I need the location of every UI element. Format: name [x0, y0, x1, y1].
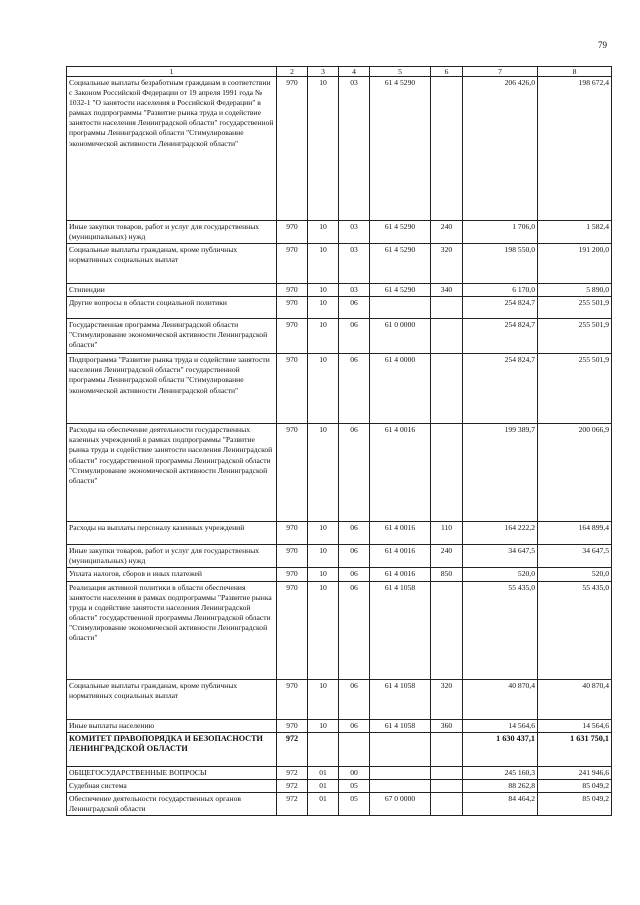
cell-section: 10 [308, 77, 339, 221]
cell-subsection: 06 [339, 719, 370, 732]
cell-year1: 254 824,7 [463, 319, 538, 354]
cell-subsection: 03 [339, 284, 370, 297]
cell-target [370, 297, 431, 319]
cell-name: Подпрограмма "Развитие рынка труда и содействие занятости населения Ленинградской области" государственной программы Ленинградской области "Стимулирование экономической активности Ленинградской области" [67, 354, 277, 424]
cell-year1: 254 824,7 [463, 354, 538, 424]
cell-year2: 164 899,4 [538, 522, 612, 545]
cell-subsection: 06 [339, 679, 370, 719]
header-cell-type: 6 [431, 67, 463, 77]
cell-target: 61 4 0000 [370, 354, 431, 424]
cell-type [431, 319, 463, 354]
cell-year1: 520,0 [463, 568, 538, 581]
cell-ministry: 970 [277, 221, 308, 244]
cell-ministry: 970 [277, 424, 308, 522]
table-row [67, 568, 612, 581]
cell-type: 340 [431, 284, 463, 297]
cell-name: Судебная система [67, 779, 277, 792]
cell-year1: 1 706,0 [463, 221, 538, 244]
cell-ministry: 970 [277, 244, 308, 284]
cell-year1: 199 389,7 [463, 424, 538, 522]
cell-year2: 255 501,9 [538, 319, 612, 354]
table-row [67, 297, 612, 319]
cell-year2: 55 435,0 [538, 581, 612, 679]
cell-type: 360 [431, 719, 463, 732]
cell-year1: 40 870,4 [463, 679, 538, 719]
cell-ministry: 970 [277, 568, 308, 581]
cell-type: 110 [431, 522, 463, 545]
table-row [67, 77, 612, 221]
cell-subsection: 05 [339, 779, 370, 792]
table-row [67, 424, 612, 522]
cell-type [431, 779, 463, 792]
cell-type [431, 732, 463, 766]
cell-subsection: 03 [339, 77, 370, 221]
budget-table [66, 66, 612, 816]
cell-year2: 255 501,9 [538, 297, 612, 319]
cell-year1: 6 170,0 [463, 284, 538, 297]
cell-name: Иные выплаты населению [67, 719, 277, 732]
cell-year1: 245 160,3 [463, 766, 538, 779]
table-row [67, 779, 612, 792]
header-cell-section: 3 [308, 67, 339, 77]
cell-target: 61 0 0000 [370, 319, 431, 354]
table-row [67, 522, 612, 545]
table-row [67, 244, 612, 284]
cell-name: Уплата налогов, сборов и иных платежей [67, 568, 277, 581]
cell-subsection: 06 [339, 319, 370, 354]
cell-subsection: 03 [339, 244, 370, 284]
cell-year2: 85 049,2 [538, 779, 612, 792]
cell-year1: 198 550,0 [463, 244, 538, 284]
cell-year2: 14 564,6 [538, 719, 612, 732]
cell-section: 10 [308, 424, 339, 522]
cell-type [431, 581, 463, 679]
cell-year2: 1 582,4 [538, 221, 612, 244]
cell-target: 61 4 5290 [370, 284, 431, 297]
cell-ministry: 970 [277, 354, 308, 424]
header-cell-target: 5 [370, 67, 431, 77]
header-cell-ministry: 2 [277, 67, 308, 77]
cell-name: Расходы на выплаты персоналу казенных учреждений [67, 522, 277, 545]
cell-name: Другие вопросы в области социальной политики [67, 297, 277, 319]
cell-name: ОБЩЕГОСУДАРСТВЕННЫЕ ВОПРОСЫ [67, 766, 277, 779]
header-cell-subsection: 4 [339, 67, 370, 77]
cell-ministry: 970 [277, 545, 308, 568]
cell-type: 320 [431, 679, 463, 719]
cell-section: 10 [308, 568, 339, 581]
cell-year2: 40 870,4 [538, 679, 612, 719]
table-row [67, 319, 612, 354]
table-row [67, 679, 612, 719]
cell-target: 61 4 1058 [370, 581, 431, 679]
cell-name: Социальные выплаты гражданам, кроме публичных нормативных социальных выплат [67, 244, 277, 284]
cell-target: 61 4 5290 [370, 221, 431, 244]
cell-target [370, 766, 431, 779]
cell-section: 10 [308, 522, 339, 545]
table-row [67, 581, 612, 679]
cell-name: Социальные выплаты гражданам, кроме публичных нормативных социальных выплат [67, 679, 277, 719]
page-number: 79 [598, 40, 607, 50]
cell-year2: 198 672,4 [538, 77, 612, 221]
cell-target: 61 4 0016 [370, 522, 431, 545]
cell-year1: 88 262,8 [463, 779, 538, 792]
cell-year2: 520,0 [538, 568, 612, 581]
cell-section: 10 [308, 297, 339, 319]
cell-subsection: 06 [339, 568, 370, 581]
cell-target: 61 4 0016 [370, 568, 431, 581]
cell-type: 240 [431, 545, 463, 568]
cell-type: 320 [431, 244, 463, 284]
cell-type [431, 297, 463, 319]
table-row [67, 284, 612, 297]
cell-section: 10 [308, 719, 339, 732]
cell-subsection: 03 [339, 221, 370, 244]
table-row [67, 545, 612, 568]
cell-target: 61 4 1058 [370, 679, 431, 719]
cell-name: Иные закупки товаров, работ и услуг для государственных (муниципальных) нужд [67, 221, 277, 244]
table-row [67, 354, 612, 424]
cell-type [431, 766, 463, 779]
cell-name: Расходы на обеспечение деятельности государственных казенных учреждений в рамках подпрограммы "Развитие рынка труда и содействие занятости населения Ленинградской области" государственной программы Ленинградской области "Стимулирование экономической активности Ленинградской области" [67, 424, 277, 522]
table-row [67, 732, 612, 766]
cell-ministry: 972 [277, 766, 308, 779]
cell-subsection: 06 [339, 522, 370, 545]
cell-subsection: 06 [339, 424, 370, 522]
cell-name: Обеспечение деятельности государственных органов Ленинградской области [67, 792, 277, 815]
cell-year2: 191 200,0 [538, 244, 612, 284]
cell-year2: 5 890,0 [538, 284, 612, 297]
cell-section: 10 [308, 354, 339, 424]
cell-type [431, 424, 463, 522]
table-row [67, 221, 612, 244]
cell-target: 61 4 0016 [370, 424, 431, 522]
cell-year2: 34 647,5 [538, 545, 612, 568]
cell-subsection: 00 [339, 766, 370, 779]
cell-section: 10 [308, 679, 339, 719]
table-body [67, 67, 612, 816]
cell-section: 10 [308, 581, 339, 679]
cell-ministry: 970 [277, 284, 308, 297]
cell-year1: 34 647,5 [463, 545, 538, 568]
cell-section: 10 [308, 221, 339, 244]
cell-ministry: 970 [277, 77, 308, 221]
cell-section: 01 [308, 766, 339, 779]
cell-subsection: 06 [339, 354, 370, 424]
cell-name: КОМИТЕТ ПРАВОПОРЯДКА И БЕЗОПАСНОСТИ ЛЕНИНГРАДСКОЙ ОБЛАСТИ [67, 732, 277, 766]
cell-year1: 206 426,0 [463, 77, 538, 221]
cell-target: 61 4 5290 [370, 244, 431, 284]
header-cell-name: 1 [67, 67, 277, 77]
cell-section: 10 [308, 545, 339, 568]
cell-year2: 241 946,6 [538, 766, 612, 779]
cell-subsection [339, 732, 370, 766]
cell-ministry: 972 [277, 732, 308, 766]
table-row [67, 766, 612, 779]
cell-section: 01 [308, 779, 339, 792]
cell-section: 10 [308, 284, 339, 297]
cell-subsection: 06 [339, 581, 370, 679]
table-row [67, 792, 612, 815]
table-row [67, 719, 612, 732]
header-cell-year2: 8 [538, 67, 612, 77]
cell-year2: 200 066,9 [538, 424, 612, 522]
cell-ministry: 970 [277, 297, 308, 319]
cell-year2: 255 501,9 [538, 354, 612, 424]
cell-name: Реализация активной политики в области обеспечения занятости населения в рамках подпрограммы "Развитие рынка труда и содействие занятости населения Ленинградской области" государственной программы Ленинградской области "Стимулирование экономической активности Ленинградской области" [67, 581, 277, 679]
cell-section: 10 [308, 244, 339, 284]
cell-type: 240 [431, 221, 463, 244]
cell-year1: 84 464,2 [463, 792, 538, 815]
cell-subsection: 06 [339, 545, 370, 568]
cell-year1: 254 824,7 [463, 297, 538, 319]
cell-target: 61 4 5290 [370, 77, 431, 221]
cell-ministry: 970 [277, 581, 308, 679]
cell-section [308, 732, 339, 766]
cell-target: 61 4 0016 [370, 545, 431, 568]
cell-type [431, 792, 463, 815]
cell-ministry: 970 [277, 522, 308, 545]
cell-year1: 55 435,0 [463, 581, 538, 679]
cell-name: Социальные выплаты безработным гражданам в соответствии с Законом Российской Федерации от 19 апреля 1991 года № 1032-1 "О занятости населения в Российской Федерации" в рамках подпрограммы "Развитие рынка труда и содействие занятости населения Ленинградской области" государственной программы Ленинградской области "Стимулирование экономической активности Ленинградской области" [67, 77, 277, 221]
cell-name: Стипендии [67, 284, 277, 297]
cell-year1: 14 564,6 [463, 719, 538, 732]
cell-target: 61 4 1058 [370, 719, 431, 732]
cell-target [370, 779, 431, 792]
cell-type: 850 [431, 568, 463, 581]
cell-ministry: 970 [277, 319, 308, 354]
cell-ministry: 970 [277, 719, 308, 732]
cell-year1: 1 630 437,1 [463, 732, 538, 766]
cell-type [431, 77, 463, 221]
cell-target [370, 732, 431, 766]
cell-subsection: 05 [339, 792, 370, 815]
cell-year1: 164 222,2 [463, 522, 538, 545]
header-cell-year1: 7 [463, 67, 538, 77]
cell-section: 10 [308, 319, 339, 354]
cell-section: 01 [308, 792, 339, 815]
cell-year2: 1 631 750,1 [538, 732, 612, 766]
cell-target: 67 0 0000 [370, 792, 431, 815]
cell-subsection: 06 [339, 297, 370, 319]
cell-ministry: 970 [277, 679, 308, 719]
header-row [67, 67, 612, 77]
cell-name: Государственная программа Ленинградской области "Стимулирование экономической активности Ленинградской области" [67, 319, 277, 354]
cell-ministry: 972 [277, 792, 308, 815]
cell-name: Иные закупки товаров, работ и услуг для государственных (муниципальных) нужд [67, 545, 277, 568]
cell-type [431, 354, 463, 424]
cell-ministry: 972 [277, 779, 308, 792]
cell-year2: 85 049,2 [538, 792, 612, 815]
